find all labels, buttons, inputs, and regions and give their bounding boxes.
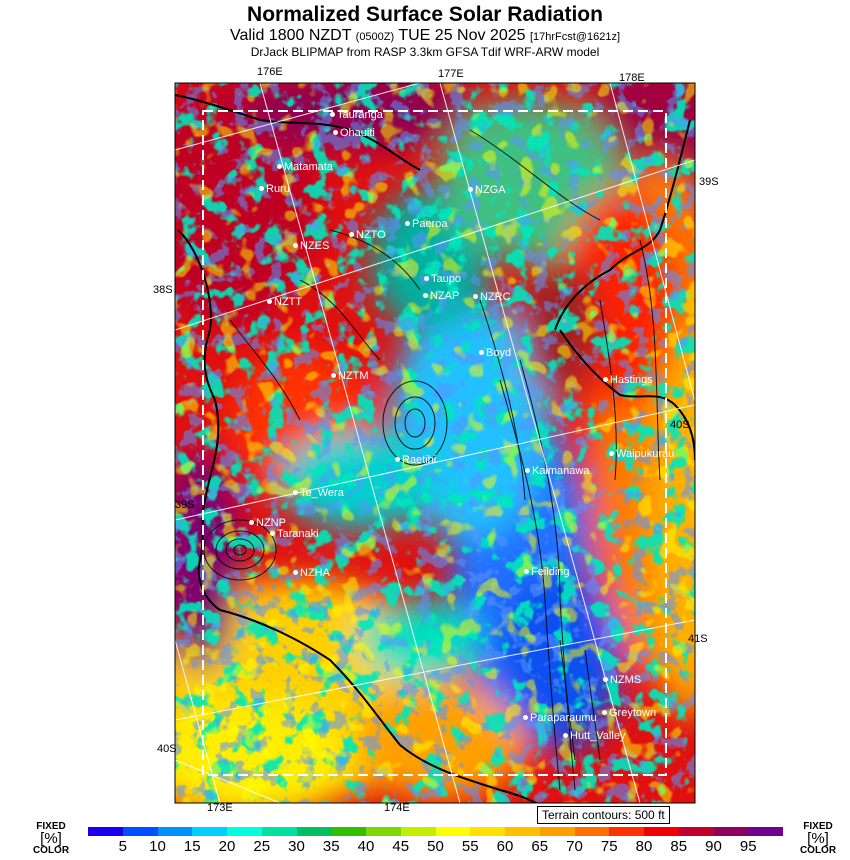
place-marker: NZES bbox=[293, 240, 329, 252]
lon-label-173e: 173E bbox=[207, 802, 233, 814]
color-scale-tick: 85 bbox=[670, 838, 688, 855]
place-marker: NZTO bbox=[349, 229, 386, 241]
color-swatch bbox=[192, 827, 227, 836]
color-scale-tick: 65 bbox=[531, 838, 549, 855]
color-scale-tick: 20 bbox=[218, 838, 236, 855]
color-swatch bbox=[436, 827, 471, 836]
color-scale-tick: 25 bbox=[253, 838, 271, 855]
place-marker: Tauranga bbox=[330, 109, 383, 121]
color-scale-tick: 80 bbox=[635, 838, 653, 855]
place-marker: NZTT bbox=[267, 296, 302, 308]
place-marker: Ohauiti bbox=[333, 127, 375, 139]
color-swatch bbox=[262, 827, 297, 836]
place-marker: NZNP bbox=[249, 517, 286, 529]
place-marker: NZGA bbox=[468, 184, 506, 196]
color-swatch bbox=[227, 827, 262, 836]
utc-time: (0500Z) bbox=[355, 31, 395, 43]
place-marker: Kaimanawa bbox=[525, 465, 589, 477]
place-marker: Paeroa bbox=[405, 218, 447, 230]
color-swatch bbox=[679, 827, 714, 836]
color-swatch bbox=[609, 827, 644, 836]
color-scale-tick: 95 bbox=[739, 838, 757, 855]
color-swatch bbox=[158, 827, 193, 836]
legend-left-label: FIXED [%] COLOR bbox=[32, 821, 70, 856]
place-marker: Taranaki bbox=[270, 528, 319, 540]
lon-label-177e: 177E bbox=[438, 68, 464, 80]
place-marker: Te_Wera bbox=[293, 487, 344, 499]
color-scale-tick: 70 bbox=[566, 838, 583, 855]
lat-label-38s: 38S bbox=[153, 284, 173, 296]
color-swatch bbox=[88, 827, 123, 836]
place-marker: NZAP bbox=[423, 290, 459, 302]
place-marker: Paraparaumu bbox=[523, 712, 597, 724]
color-scale-tick: 10 bbox=[149, 838, 166, 855]
place-marker: Waipukurau bbox=[609, 448, 674, 460]
valid-label: Valid 1800 NZDT bbox=[229, 27, 352, 44]
lon-label-176e: 176E bbox=[257, 66, 283, 78]
place-marker: Raetihi bbox=[395, 454, 436, 466]
chart-title: Normalized Surface Solar Radiation bbox=[247, 3, 603, 26]
legend-right-label: FIXED [%] COLOR bbox=[799, 821, 837, 856]
color-swatch bbox=[297, 827, 332, 836]
color-scale-tick: 60 bbox=[496, 838, 514, 855]
lat-label-40s-right: 40S bbox=[670, 419, 690, 431]
terrain-contour-note: Terrain contours: 500 ft bbox=[537, 806, 670, 824]
place-marker: NZTM bbox=[331, 370, 369, 382]
color-swatch bbox=[540, 827, 575, 836]
color-scale-tick: 5 bbox=[118, 838, 127, 855]
model-description: DrJack BLIPMAP from RASP 3.3km GFSA Tdif WRF-ARW model bbox=[250, 45, 600, 59]
color-swatch bbox=[575, 827, 610, 836]
color-swatch bbox=[714, 827, 749, 836]
place-marker: Greytown bbox=[602, 707, 656, 719]
color-scale-tick: 15 bbox=[183, 838, 201, 855]
forecast-tag: [17hrFcst@1621z] bbox=[529, 31, 621, 43]
place-marker: Boyd bbox=[479, 347, 511, 359]
lon-label-178e: 178E bbox=[619, 72, 645, 84]
place-marker: NZRC bbox=[473, 291, 511, 303]
color-scale-tick: 75 bbox=[600, 838, 618, 855]
color-scale-tick: 45 bbox=[392, 838, 410, 855]
color-scale-tick: 55 bbox=[461, 838, 479, 855]
date-label: TUE 25 Nov 2025 bbox=[398, 27, 526, 44]
lat-label-40s-left: 40S bbox=[157, 743, 177, 755]
place-marker: Ruru bbox=[259, 183, 290, 195]
color-swatch bbox=[470, 827, 505, 836]
color-scale-bar bbox=[88, 827, 783, 836]
color-scale-ticks bbox=[88, 838, 783, 854]
color-swatch bbox=[331, 827, 366, 836]
color-swatch bbox=[401, 827, 436, 836]
color-swatch bbox=[366, 827, 401, 836]
color-scale-tick: 40 bbox=[357, 838, 375, 855]
color-swatch bbox=[644, 827, 679, 836]
color-swatch bbox=[505, 827, 540, 836]
place-marker: NZMS bbox=[603, 674, 641, 686]
place-marker: NZHA bbox=[293, 567, 330, 579]
place-marker: Hutt_Valley bbox=[563, 730, 625, 742]
color-scale-tick: 50 bbox=[427, 838, 444, 855]
place-marker: Hastings bbox=[603, 374, 653, 386]
color-swatch bbox=[123, 827, 158, 836]
lat-label-41s: 41S bbox=[688, 633, 708, 645]
lat-label-39s-left: 39S bbox=[175, 499, 195, 511]
place-marker: Taupo bbox=[424, 273, 461, 285]
color-scale-tick: 90 bbox=[705, 838, 722, 855]
place-marker: Matamata bbox=[277, 161, 333, 173]
color-scale-tick: 30 bbox=[288, 838, 305, 855]
color-swatch bbox=[748, 827, 783, 836]
lat-label-39s-right: 39S bbox=[699, 176, 719, 188]
place-marker: Feilding bbox=[524, 566, 570, 578]
valid-time-line bbox=[0, 27, 850, 45]
color-scale-tick: 35 bbox=[322, 838, 340, 855]
lon-label-174e: 174E bbox=[384, 802, 410, 814]
